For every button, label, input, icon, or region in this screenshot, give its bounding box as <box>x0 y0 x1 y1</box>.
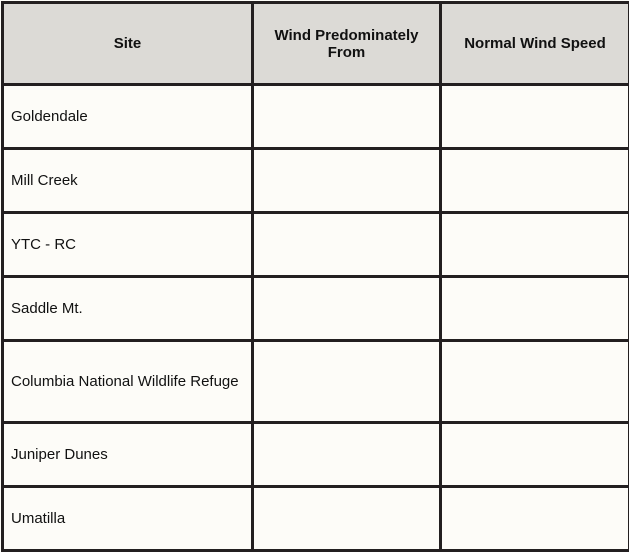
table-row <box>3 423 629 487</box>
worksheet <box>0 1 629 552</box>
wind-from-cell[interactable] <box>253 423 441 487</box>
site-cell: Umatilla <box>3 487 253 551</box>
wind-speed-cell[interactable] <box>441 149 629 213</box>
header-wind-speed: Normal Wind Speed <box>441 3 629 85</box>
table-row <box>3 341 629 423</box>
wind-from-cell[interactable] <box>253 487 441 551</box>
table-row <box>3 85 629 149</box>
wind-table <box>1 1 629 552</box>
site-cell: Juniper Dunes <box>3 423 253 487</box>
site-cell: Goldendale <box>3 85 253 149</box>
wind-from-cell[interactable] <box>253 149 441 213</box>
wind-speed-cell[interactable] <box>441 85 629 149</box>
table-row <box>3 213 629 277</box>
wind-from-cell[interactable] <box>253 213 441 277</box>
header-wind-from: Wind Predominately From <box>253 3 441 85</box>
wind-speed-cell[interactable] <box>441 341 629 423</box>
wind-from-cell[interactable] <box>253 277 441 341</box>
table-row <box>3 149 629 213</box>
wind-from-cell[interactable] <box>253 341 441 423</box>
wind-from-cell[interactable] <box>253 85 441 149</box>
header-row <box>3 3 629 85</box>
header-site: Site <box>3 3 253 85</box>
wind-speed-cell[interactable] <box>441 487 629 551</box>
site-cell: Saddle Mt. <box>3 277 253 341</box>
wind-speed-cell[interactable] <box>441 423 629 487</box>
site-cell: YTC - RC <box>3 213 253 277</box>
site-cell: Mill Creek <box>3 149 253 213</box>
table-row <box>3 277 629 341</box>
table-row <box>3 487 629 551</box>
site-cell: Columbia National Wildlife Refuge <box>3 341 253 423</box>
wind-speed-cell[interactable] <box>441 277 629 341</box>
wind-speed-cell[interactable] <box>441 213 629 277</box>
